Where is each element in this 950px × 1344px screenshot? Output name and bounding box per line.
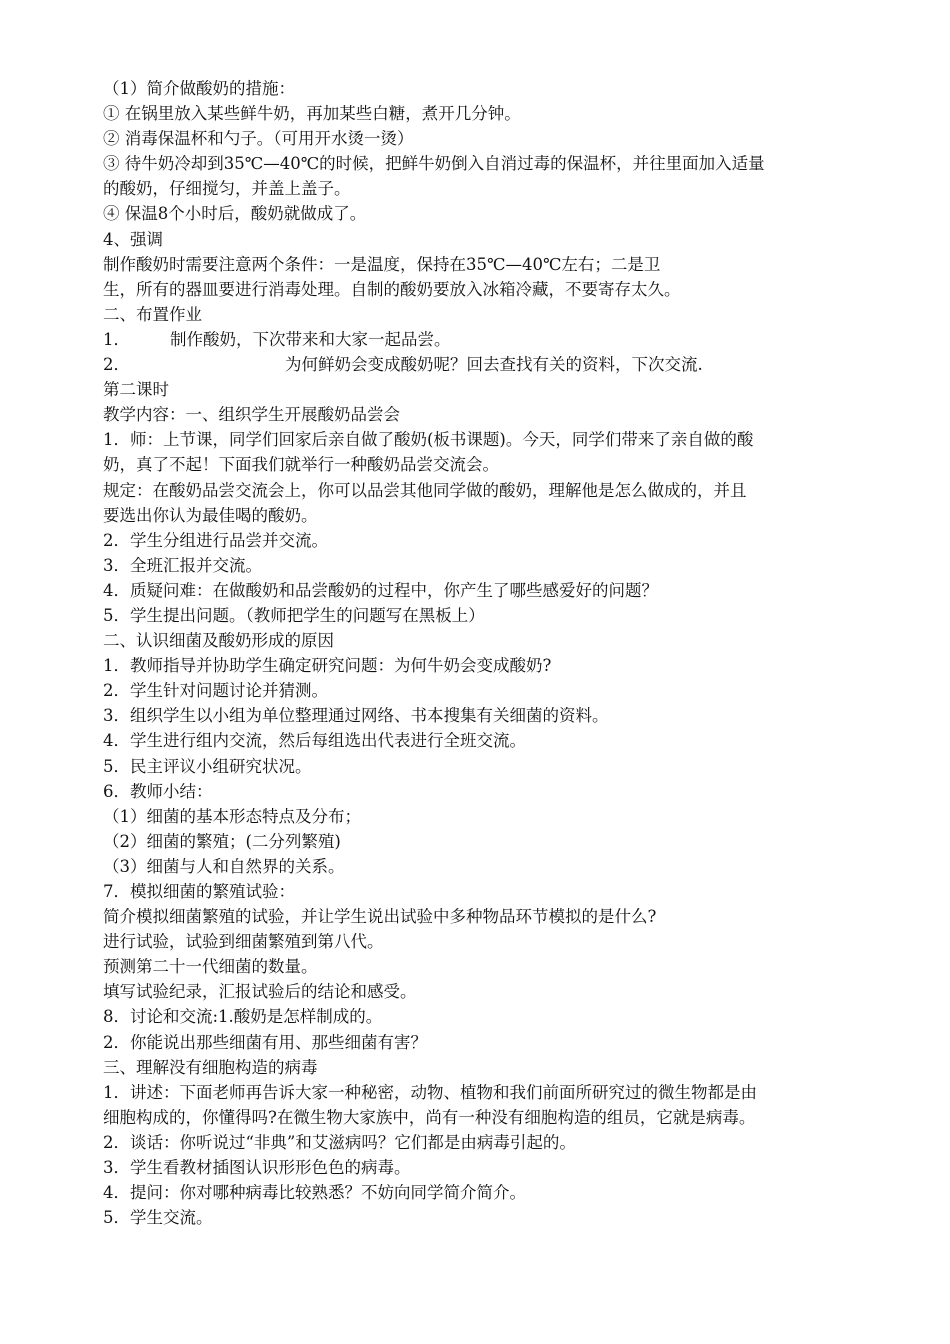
lesson-heading: 第二课时 xyxy=(103,380,169,400)
text-line: 简介模拟细菌繁殖的试验，并让学生说出试验中多种物品环节模拟的是什么? xyxy=(103,907,657,927)
text-line: 细胞构成的，你懂得吗?在微生物大家族中，尚有一种没有细胞构造的组员，它就是病毒。 xyxy=(103,1107,756,1127)
section-heading: 4、强调 xyxy=(103,229,163,249)
text-line: 2．学生分组进行品尝并交流。 xyxy=(103,530,328,550)
text-line: （1）简介做酸奶的措施： xyxy=(103,79,295,98)
text-line: 制作酸奶时需要注意两个条件：一是温度，保持在35℃—40℃左右；二是卫 xyxy=(103,254,661,274)
text-line: 生，所有的器皿要进行消毒处理。自制的酸奶要放入冰箱冷藏，不要寄存太久。 xyxy=(103,279,681,299)
text-line: 进行试验，试验到细菌繁殖到第八代。 xyxy=(103,932,384,952)
text-line: 4．学生进行组内交流，然后每组选出代表进行全班交流。 xyxy=(103,731,526,751)
text-line: 1．师：上节课，同学们回家后亲自做了酸奶(板书课题)。今天，同学们带来了亲自做的酸 xyxy=(103,430,754,450)
text-line: 7．模拟细菌的繁殖试验： xyxy=(103,882,295,901)
text-line: （2）细菌的繁殖；(二分列繁殖) xyxy=(103,831,341,851)
text-line: 规定：在酸奶品尝交流会上，你可以品尝其他同学做的酸奶，理解他是怎么做成的，并且 xyxy=(103,480,747,500)
text-line: 5．学生交流。 xyxy=(103,1208,213,1228)
text-line: 4．质疑问难：在做酸奶和品尝酸奶的过程中，你产生了哪些感爱好的问题？ xyxy=(103,580,658,600)
homework-item-2 xyxy=(103,352,863,377)
text-line: ④ 保温8个小时后，酸奶就做成了。 xyxy=(103,204,367,224)
section-heading: 二、布置作业 xyxy=(103,304,202,324)
item-text: 为何鲜奶会变成酸奶呢？回去查找有关的资料，下次交流. xyxy=(285,355,703,375)
item-text: 制作酸奶，下次带来和大家一起品尝。 xyxy=(170,329,451,349)
item-number: 2． xyxy=(103,355,130,375)
text-line: 要选出你认为最佳喝的酸奶。 xyxy=(103,505,318,525)
section-heading: 二、认识细菌及酸奶形成的原因 xyxy=(103,631,334,651)
text-line: 5．学生提出问题。（教师把学生的问题写在黑板上） xyxy=(103,605,485,625)
text-line: 2．学生针对问题讨论并猜测。 xyxy=(103,681,328,701)
text-line: ② 消毒保温杯和勺子。（可用开水烫一烫） xyxy=(103,129,414,149)
text-line: 预测第二十一代细菌的数量。 xyxy=(103,957,318,977)
text-line: （3）细菌与人和自然界的关系。 xyxy=(103,856,345,876)
text-line: 2．你能说出那些细菌有用、那些细菌有害？ xyxy=(103,1032,427,1052)
text-line: 6．教师小结： xyxy=(103,781,213,801)
homework-item-1 xyxy=(103,327,863,352)
text-line: ③ 待牛奶冷却到35℃—40℃的时候，把鲜牛奶倒入自消过毒的保温杯，并往里面加入适量 xyxy=(103,154,765,174)
text-line: 填写试验纪录，汇报试验后的结论和感受。 xyxy=(103,982,417,1002)
text-line: 的酸奶，仔细搅匀，并盖上盖子。 xyxy=(103,179,351,199)
item-number: 1． xyxy=(103,329,130,349)
text-line: 1．讲述：下面老师再告诉大家一种秘密，动物、植物和我们前面所研究过的微生物都是由 xyxy=(103,1082,757,1102)
text-line: 8．讨论和交流:1.酸奶是怎样制成的。 xyxy=(103,1007,383,1027)
section-heading: 教学内容：一、组织学生开展酸奶品尝会 xyxy=(103,405,400,425)
text-line: 5．民主评议小组研究状况。 xyxy=(103,756,312,776)
text-line: ① 在锅里放入某些鲜牛奶，再加某些白糖，煮开几分钟。 xyxy=(103,104,521,124)
text-line: 3．全班汇报并交流。 xyxy=(103,555,262,575)
text-line: 奶，真了不起！下面我们就举行一种酸奶品尝交流会。 xyxy=(103,455,499,475)
text-line: 1．教师指导并协助学生确定研究问题：为何牛奶会变成酸奶? xyxy=(103,656,552,676)
text-line: 4．提问：你对哪种病毒比较熟悉？不妨向同学简介简介。 xyxy=(103,1183,526,1203)
section-heading: 三、理解没有细胞构造的病毒 xyxy=(103,1057,318,1077)
text-line: 3．学生看教材插图认识形形色色的病毒。 xyxy=(103,1158,411,1178)
text-line: （1）细菌的基本形态特点及分布； xyxy=(103,806,361,826)
text-line: 2．谈话：你听说过“非典”和艾滋病吗？它们都是由病毒引起的。 xyxy=(103,1132,576,1152)
text-line: 3．组织学生以小组为单位整理通过网络、书本搜集有关细菌的资料。 xyxy=(103,706,609,726)
document-body xyxy=(103,76,863,1230)
